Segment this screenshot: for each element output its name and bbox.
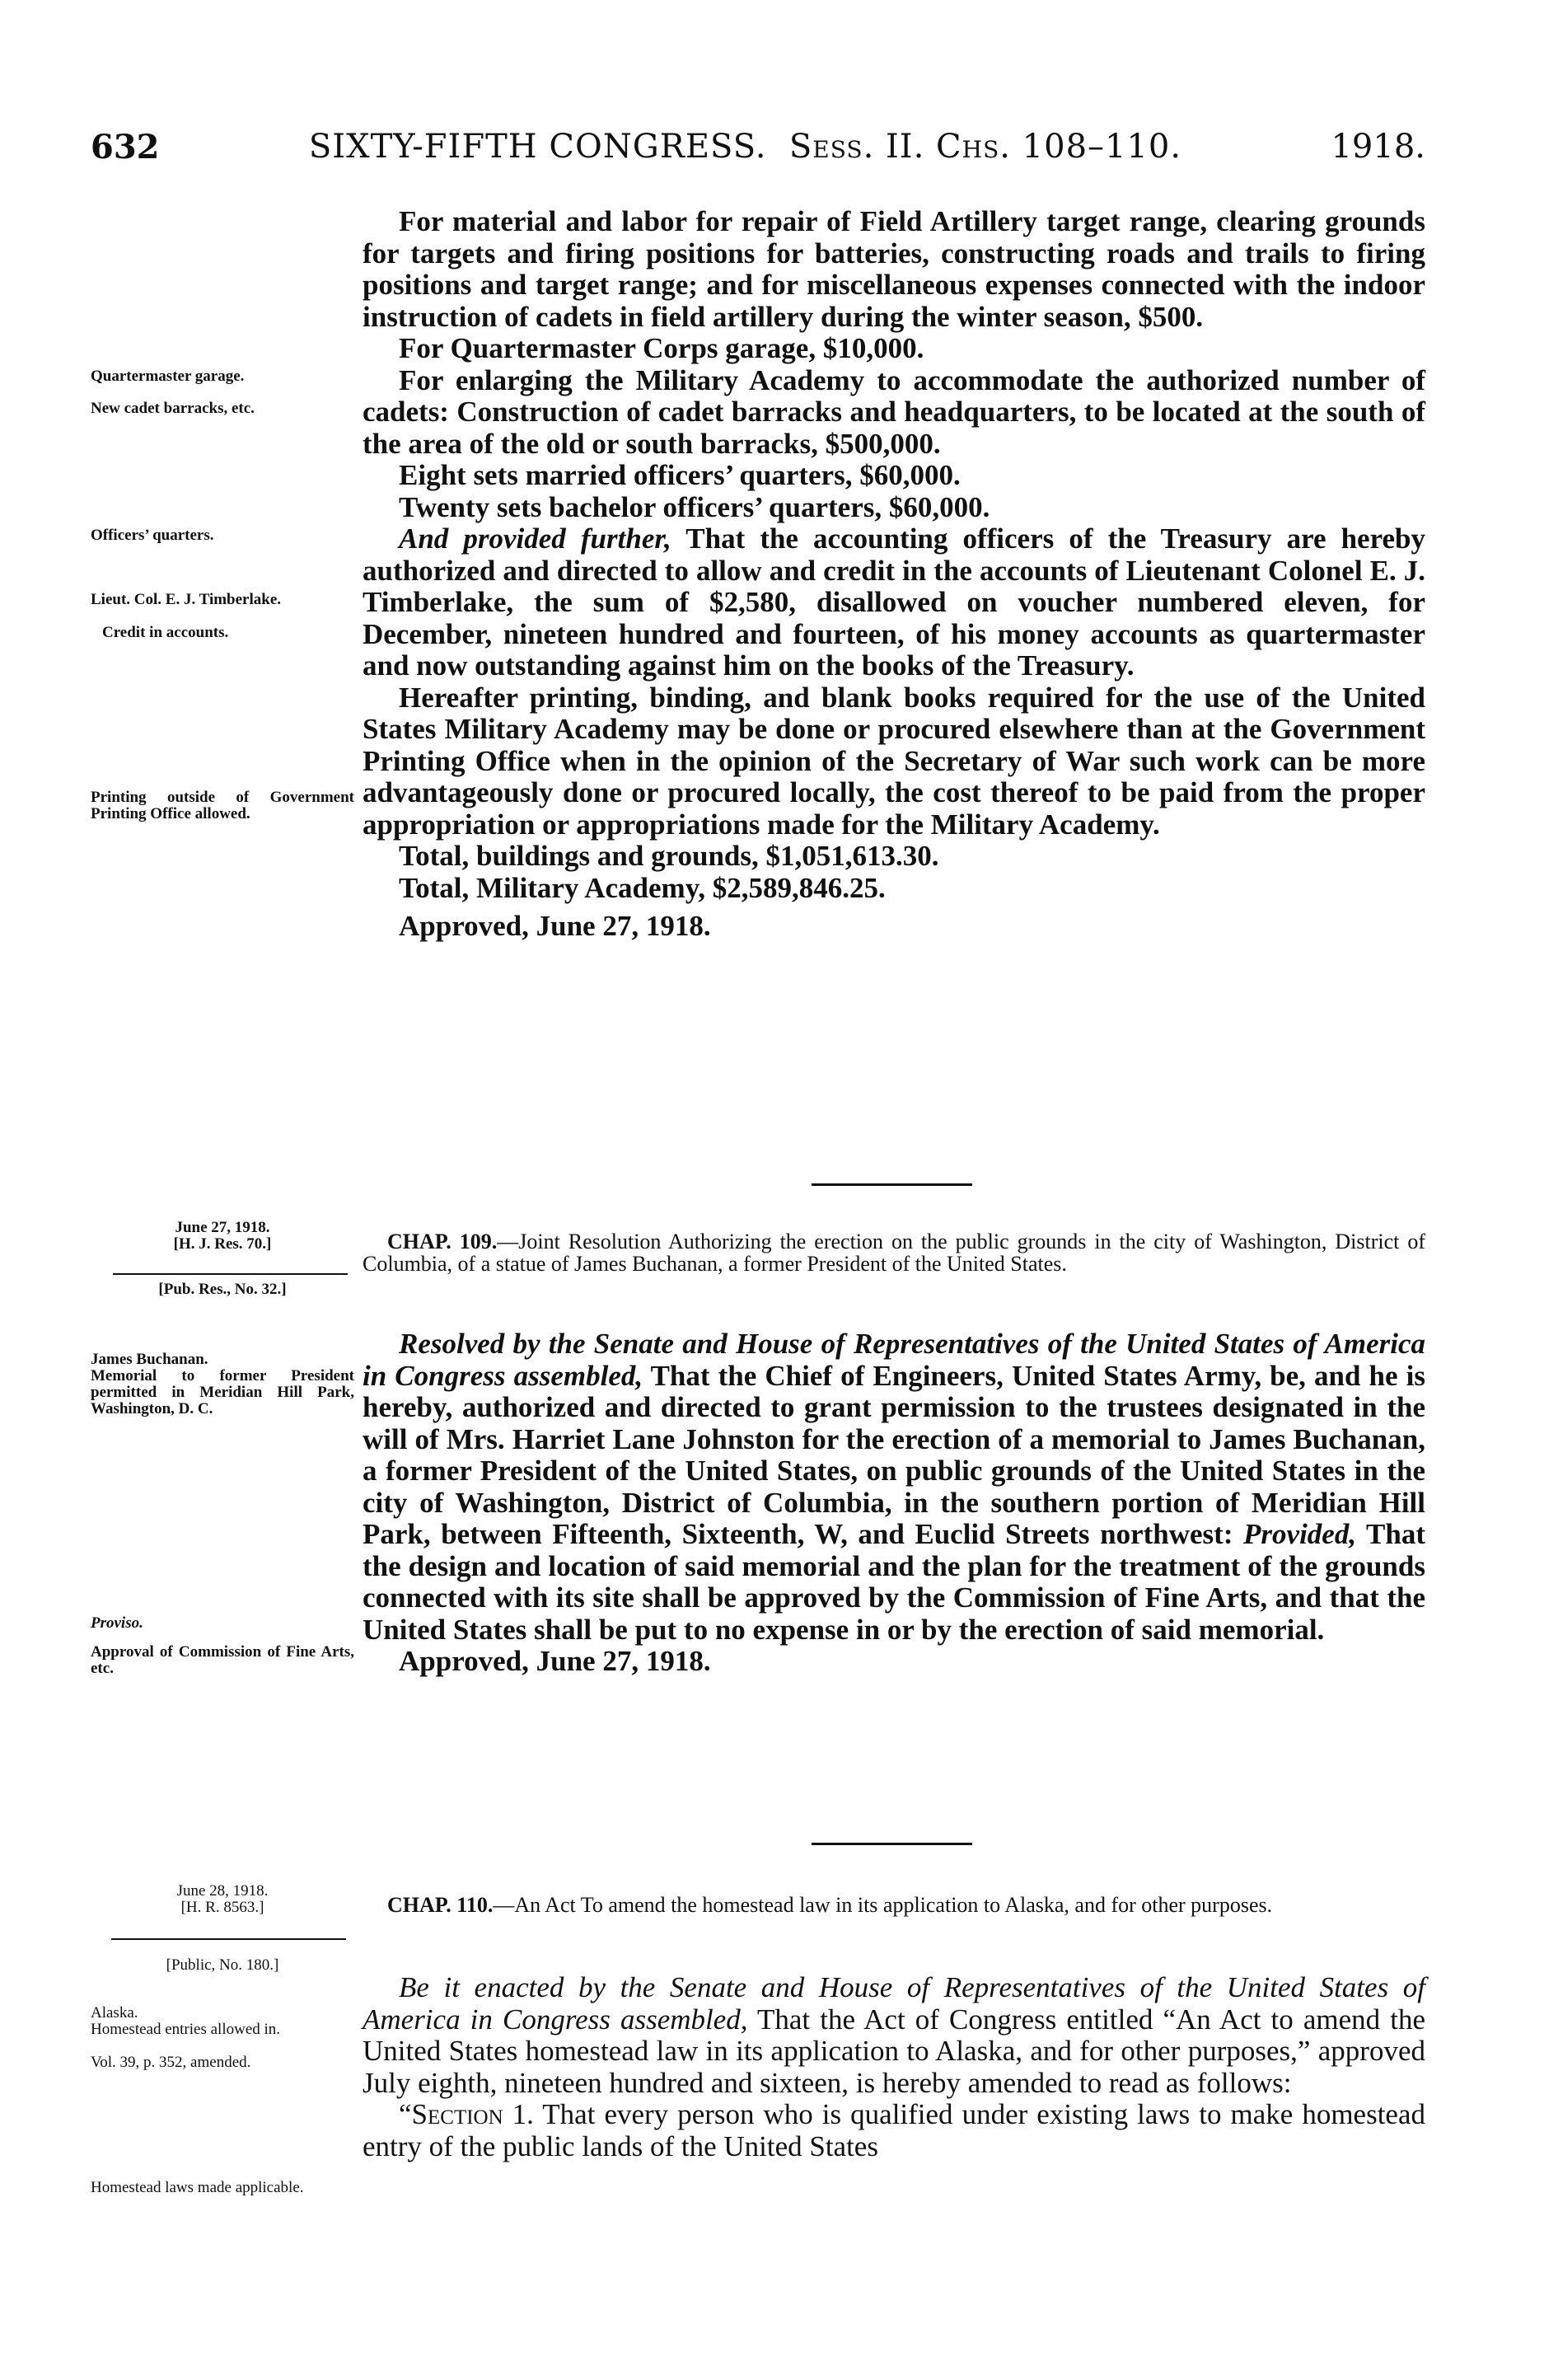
paragraph: Twenty sets bachelor officers’ quarters, $60,000. bbox=[399, 490, 990, 523]
approved-line: Approved, June 27, 1918. bbox=[399, 910, 711, 942]
resolution-text bbox=[363, 1328, 1425, 1646]
paragraph: For Quartermaster Corps garage, $10,000. bbox=[399, 332, 924, 364]
chapter-title: —Joint Resolution Authorizing the erection on the public grounds in the city of Washington, District of Columbia, of a statue of James Buchanan, a former President of the United States. bbox=[363, 1230, 1425, 1276]
paragraph: Eight sets married officers’ quarters, $60,000. bbox=[399, 459, 961, 491]
total-academy: Total, Military Academy, $2,589,846.25. bbox=[399, 871, 886, 904]
proviso-italic: And provided further, bbox=[399, 522, 671, 555]
margin-note: Quartermaster garage. bbox=[91, 368, 245, 385]
chap109-date bbox=[91, 1220, 354, 1253]
margin-note: Alaska. bbox=[91, 2004, 138, 2022]
year: 1918. bbox=[1331, 128, 1425, 166]
margin-note: Vol. 39, p. 352, amended. bbox=[91, 2054, 251, 2071]
margin-note: Memorial to former President permitted in Meridian Hill Park, Washington, D. C. bbox=[91, 1367, 354, 1417]
margin-note: Lieut. Col. E. J. Timberlake. bbox=[91, 591, 282, 608]
section-divider bbox=[812, 1843, 972, 1845]
chapter-label: CHAP. 110. bbox=[387, 1893, 494, 1917]
section-1 bbox=[363, 2099, 1425, 2162]
printing-paragraph: Hereafter printing, binding, and blank books required for the use of the United States Military Academy may be done or procured elsewhere than at the Government Printing Office when in the opinion of the Secretary of War such work can be more advantageously done or procured locally, the cost thereof to be paid from the proper appropriation or appropriations made for the Military Academy. bbox=[363, 681, 1425, 841]
chap110-body bbox=[363, 1972, 1425, 2162]
bill-number: [H. R. 8563.] bbox=[180, 1899, 264, 1916]
section-divider bbox=[812, 1183, 972, 1186]
note-divider bbox=[111, 1938, 346, 1940]
margin-note: Homestead laws made applicable. bbox=[91, 2179, 304, 2196]
total-buildings: Total, buildings and grounds, $1,051,613.30. bbox=[399, 840, 939, 872]
congress-title: SIXTY-FIFTH CONGRESS. bbox=[308, 128, 767, 166]
resolving-clause: Resolved by the Senate and House of Representatives of the United States of America in Congress assembled, bbox=[363, 1328, 1425, 1392]
margin-note: James Buchanan. bbox=[91, 1351, 208, 1368]
page-header bbox=[91, 128, 1425, 166]
public-number: [Public, No. 180.] bbox=[166, 1956, 279, 1974]
date: June 28, 1918. bbox=[176, 1882, 269, 1900]
proviso-paragraph bbox=[363, 523, 1425, 682]
enacting-clause: Be it enacted by the Senate and House of Representatives of the United States of America in Congress assembled, bbox=[363, 1971, 1425, 2036]
margin-note: Printing outside of Government Printing Office allowed. bbox=[91, 789, 354, 822]
session: Sess. II. bbox=[788, 128, 925, 166]
chap109-heading bbox=[363, 1230, 1425, 1275]
section-label: “Section 1. bbox=[399, 2098, 534, 2130]
chap109-body bbox=[363, 1328, 1425, 1678]
margin-note: Officers’ quarters. bbox=[91, 527, 214, 544]
enacting-text bbox=[363, 1972, 1425, 2099]
chapter-title: —An Act To amend the homestead law in its application to Alaska, and for other purposes. bbox=[493, 1893, 1273, 1917]
proviso-text: That the accounting officers of the Treasury are hereby authorized and directed to allow and credit in the accounts of Lieutenant Colonel E. J. Timberlake, the sum of $2,580, disallowed on voucher numbered eleven, for December, nineteen hundred and fourteen, of his money accounts as quartermaster and now outstanding against him on the books of the Treasury. bbox=[363, 522, 1425, 682]
text: That the Chief of Engineers, United States Army, be, and he is hereby, authorized and directed to grant permission to the trustees designated in the will of Mrs. Harriet Lane Johnston for the erection of a memorial to James Buchanan, a former President of the United States, on public grounds of the United States in the city of Washington, District of Columbia, in the southern portion of Meridian Hill Park, between Fifteenth, Sixteenth, W, and Euclid Streets northwest: bbox=[363, 1359, 1425, 1550]
paragraph: For material and labor for repair of Field Artillery target range, clearing grounds for targets and firing positions for batteries, constructing roads and trails to firing positions and target range; and for miscellaneous expenses connected with the indoor instruction of cadets in field artillery during the winter season, $500. bbox=[363, 205, 1425, 333]
margin-note: Homestead entries allowed in. bbox=[91, 2021, 281, 2038]
page-number: 632 bbox=[91, 128, 160, 166]
margin-note: Approval of Commission of Fine Arts, etc. bbox=[91, 1643, 354, 1677]
text: That the Act of Congress entitled “An Act to amend the United States homestead law in its application to Alaska, and for other purposes,” approved July eighth, nineteen hundred and sixteen, is hereby amended to read as follows: bbox=[363, 2003, 1425, 2099]
chap110-heading bbox=[363, 1894, 1425, 1916]
approved-line: Approved, June 27, 1918. bbox=[399, 1645, 711, 1677]
margin-note: Credit in accounts. bbox=[102, 624, 229, 641]
text: That the design and location of said memorial and the plan for the treatment of the grounds connected with its site shall be approved by the Commission of Fine Arts, and that the United States shall be put to no expense in or by the erection of said memorial. bbox=[363, 1518, 1425, 1646]
section-military-academy bbox=[363, 206, 1425, 943]
margin-note: New cadet barracks, etc. bbox=[91, 400, 255, 417]
provided: Provided, bbox=[1243, 1518, 1357, 1550]
note-divider bbox=[113, 1273, 348, 1275]
public-number: [Pub. Res., No. 32.] bbox=[158, 1281, 287, 1298]
text: That every person who is qualified under existing laws to make homestead entry of the public lands of the United States bbox=[363, 2098, 1426, 2162]
chapter-label: CHAP. 109. bbox=[387, 1230, 498, 1253]
chapters: Chs. 108–110. bbox=[936, 128, 1182, 166]
chap110-date bbox=[91, 1883, 354, 1916]
margin-note: Proviso. bbox=[91, 1614, 143, 1632]
bill-number: [H. J. Res. 70.] bbox=[173, 1235, 272, 1253]
date: June 27, 1918. bbox=[175, 1219, 270, 1236]
running-title bbox=[309, 128, 1181, 166]
paragraph: For enlarging the Military Academy to accommodate the authorized number of cadets: Construction of cadet barracks and headquarters, to be located at the south of the area of the old or south barracks, $500,000. bbox=[363, 363, 1425, 460]
